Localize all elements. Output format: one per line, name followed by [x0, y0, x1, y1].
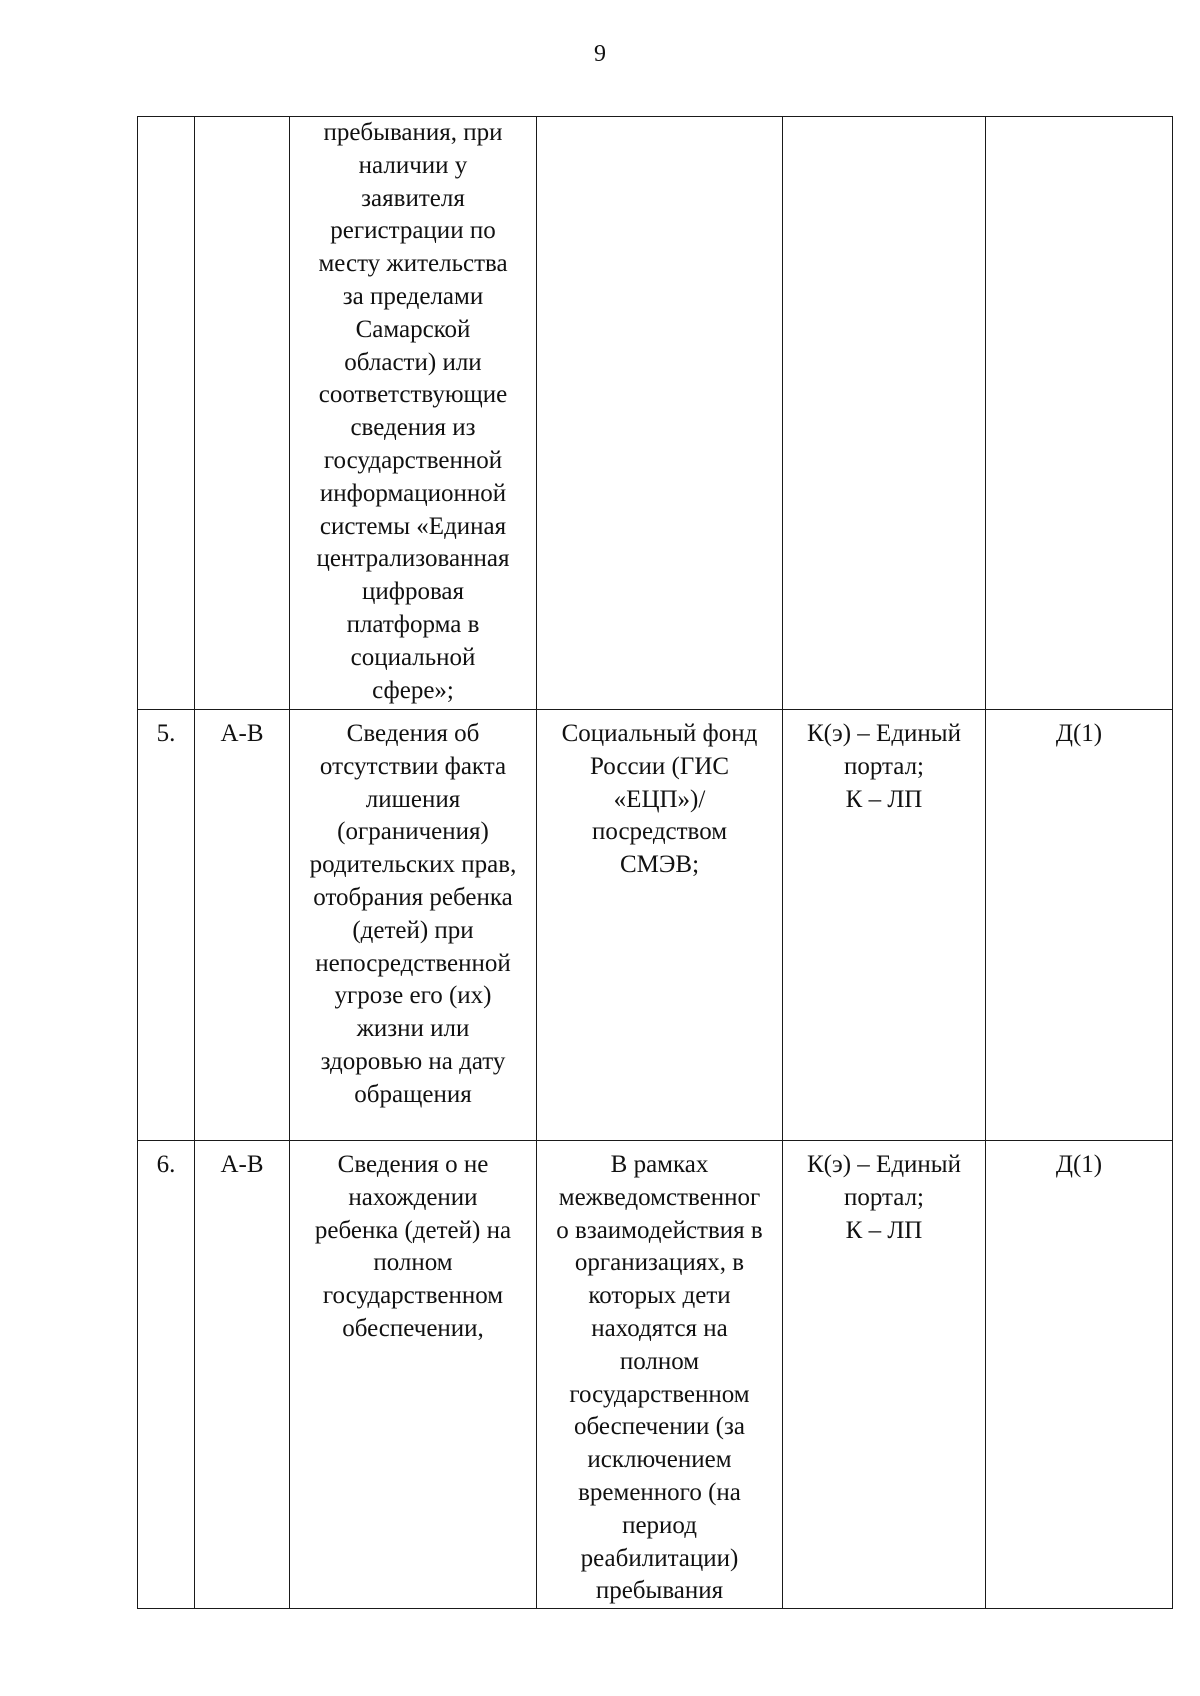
cell-method — [783, 117, 986, 710]
cell-code: А-В — [195, 1141, 290, 1609]
cell-number: 6. — [138, 1141, 195, 1609]
cell-source — [537, 117, 783, 710]
cell-source: Социальный фонд России (ГИС «ЕЦП»)/ посредством СМЭВ; — [537, 710, 783, 1141]
cell-mark: Д(1) — [986, 1141, 1173, 1609]
table-row — [138, 1141, 1173, 1609]
cell-description: Сведения о не нахождении ребенка (детей) на полном государственном обеспечении, — [290, 1141, 537, 1609]
cell-mark: Д(1) — [986, 710, 1173, 1141]
cell-code: А-В — [195, 710, 290, 1141]
page-number: 9 — [594, 41, 606, 67]
cell-source: В рамках межведомственног о взаимодействия в организациях, в которых дети находятся на полном государственном обеспечении (за исключением временного (на период реабилитации) пребывания — [537, 1141, 783, 1609]
cell-number: 5. — [138, 710, 195, 1141]
cell-description: пребывания, при наличии у заявителя регистрации по месту жительства за пределами Самарской области) или соответствующие сведения из государственной информационной системы «Единая централизованная цифровая платформа в социальной сфере»; — [290, 117, 537, 710]
table-row — [138, 710, 1173, 1141]
cell-code — [195, 117, 290, 710]
table-row — [138, 117, 1173, 710]
documents-table — [137, 116, 1173, 1609]
cell-method: К(э) – Единый портал; К – ЛП — [783, 710, 986, 1141]
cell-number — [138, 117, 195, 710]
cell-description: Сведения об отсутствии факта лишения (ограничения) родительских прав, отобрания ребенка (детей) при непосредственной угрозе его (их) жизни или здоровью на дату обращения — [290, 710, 537, 1141]
cell-mark — [986, 117, 1173, 710]
cell-method: К(э) – Единый портал; К – ЛП — [783, 1141, 986, 1609]
